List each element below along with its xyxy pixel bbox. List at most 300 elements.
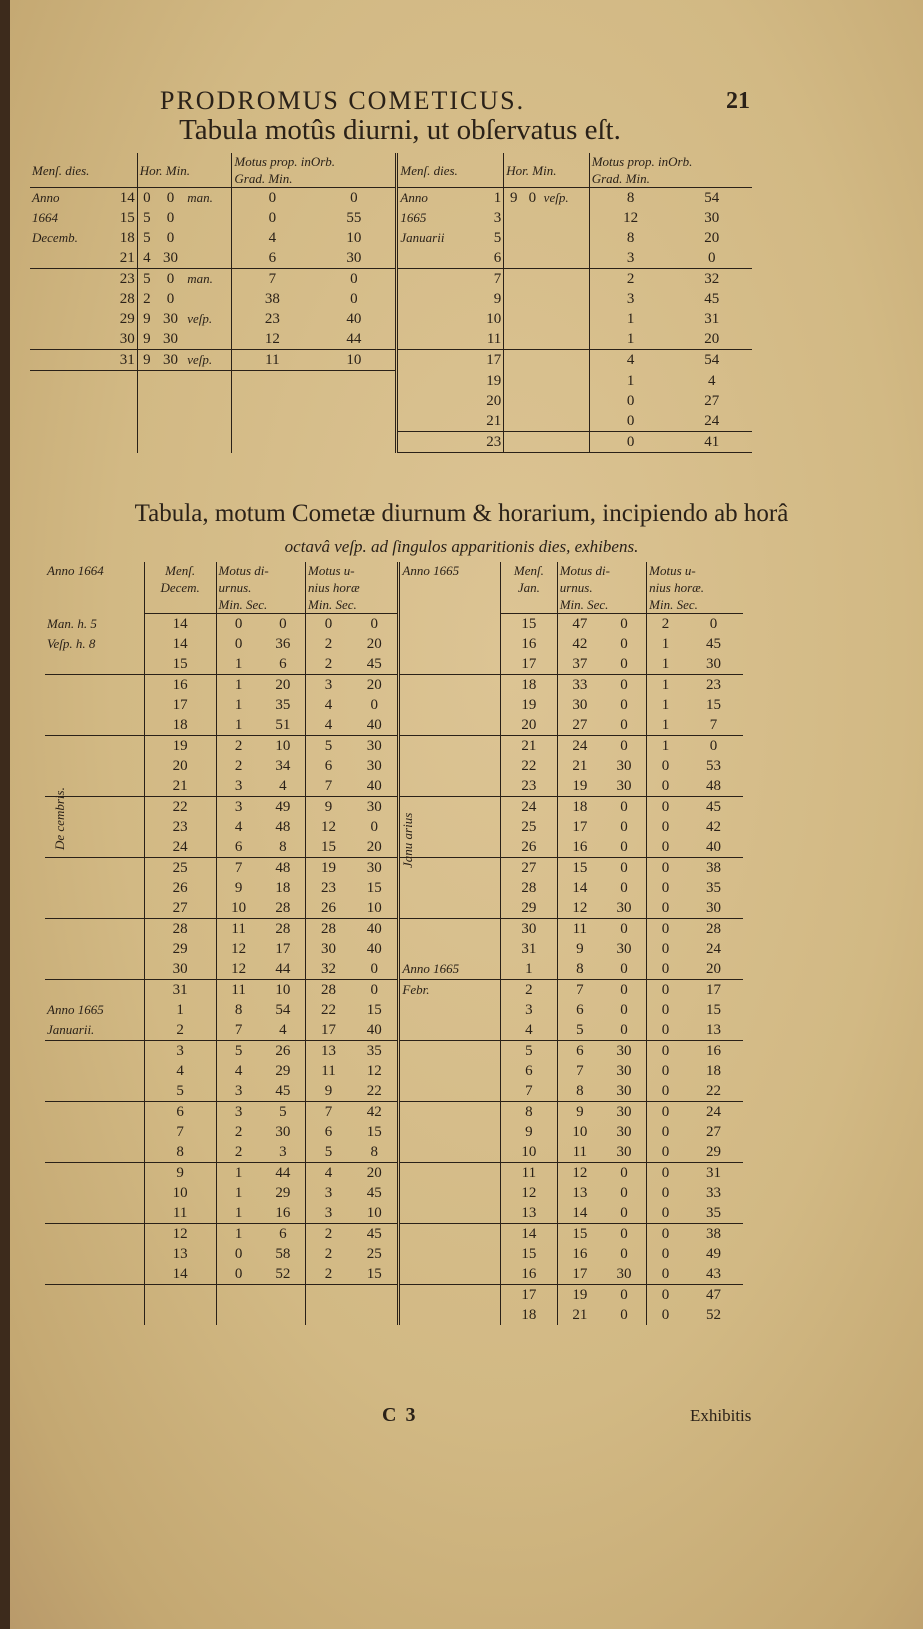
hourly-min-cell: 7	[306, 1102, 352, 1123]
hourly-min-cell: 4	[306, 1163, 352, 1184]
row-label: Man. h. 5	[47, 615, 97, 631]
degree-minute-cell: 30	[312, 248, 397, 269]
degree-cell: 4	[232, 228, 312, 248]
hourly-min-cell: 12	[306, 817, 352, 837]
row-label-right	[399, 654, 501, 675]
row-label: Veſp. h. 8	[47, 636, 96, 651]
hourly-sec-cell-right: 24	[705, 941, 721, 957]
januarius-vertical-label: Janu arius	[400, 812, 415, 868]
hourly-sec-cell-right: 49	[705, 1246, 721, 1262]
diurnal-min-cell: 7	[216, 858, 261, 879]
hourly-sec-cell: 20	[366, 636, 382, 652]
row-label-right	[397, 411, 474, 432]
header-mens-right2: Jan.	[501, 579, 558, 596]
hourly-min-cell: 6	[306, 756, 352, 776]
diurnal-sec-cell-right: 30	[602, 776, 647, 797]
time-of-day-cell-right	[542, 208, 590, 228]
degree-cell: 23	[232, 309, 312, 329]
hourly-min-cell-right: 1	[647, 634, 684, 654]
hourly-sec-cell-right: 27	[705, 1124, 721, 1140]
time-of-day-cell	[185, 411, 232, 432]
diurnal-min-cell-right: 8	[557, 1081, 602, 1102]
header-grad-min-right: Grad. Min.	[591, 171, 650, 186]
hourly-min-cell: 2	[306, 634, 352, 654]
header-motus	[232, 153, 397, 188]
minute-cell: 0	[166, 210, 175, 226]
diurnal-min-cell-right: 19	[557, 776, 602, 797]
diurnal-sec-cell-right: 0	[620, 982, 628, 998]
row-label-right	[397, 289, 474, 309]
diurnal-min-cell-right: 7	[557, 980, 602, 1001]
diurnal-sec-cell: 18	[275, 880, 291, 896]
hourly-sec-cell	[351, 1305, 399, 1325]
table-row	[30, 208, 752, 228]
hourly-min-cell: 2	[306, 1264, 352, 1285]
hourly-min-cell: 4	[306, 715, 352, 736]
hourly-min-cell-right: 0	[647, 797, 684, 818]
row-label-right	[399, 1081, 501, 1102]
day-cell: 2	[144, 1020, 216, 1041]
degree-cell-right: 1	[589, 329, 671, 350]
degree-minute-cell-right: 54	[704, 190, 720, 206]
day-cell-right: 30	[501, 919, 558, 940]
hourly-sec-cell: 12	[366, 1063, 382, 1079]
minute-cell-right	[523, 350, 542, 371]
hourly-min-cell: 22	[306, 1000, 352, 1020]
diurnal-sec-cell: 54	[275, 1002, 291, 1018]
day-cell-right: 31	[501, 939, 558, 959]
header-minsec-left2: Min. Sec.	[306, 596, 399, 614]
hour-cell	[137, 432, 156, 453]
table1-title: Tabula motûs diurni, ut obſervatus eſt.	[179, 114, 621, 146]
diurnal-min-cell-right: 9	[557, 939, 602, 959]
hourly-sec-cell: 8	[351, 1142, 399, 1163]
row-label-right	[399, 675, 501, 696]
day-cell-right: 10	[486, 311, 502, 327]
table-row	[45, 1041, 743, 1062]
hourly-min-cell-right: 1	[647, 675, 684, 696]
row-label	[45, 695, 144, 715]
row-label	[45, 1264, 144, 1285]
row-label	[45, 715, 144, 736]
time-of-day-cell	[185, 329, 232, 350]
day-cell-right: 6	[501, 1061, 558, 1081]
table-row	[30, 309, 752, 329]
diurnal-sec-cell: 45	[261, 1081, 306, 1102]
hourly-sec-cell: 40	[351, 1020, 399, 1041]
diurnal-sec-cell: 44	[261, 959, 306, 980]
hourly-min-cell-right: 0	[647, 939, 684, 959]
degree-cell-right: 0	[589, 391, 671, 411]
time-of-day-cell	[185, 432, 232, 453]
row-label-right	[397, 269, 474, 290]
table-row	[45, 858, 743, 879]
minute-cell	[156, 432, 185, 453]
binding-edge	[0, 0, 10, 1629]
hourly-sec-cell-right: 28	[705, 921, 721, 937]
diurnal-sec-cell-right: 0	[602, 837, 647, 858]
header-hor-min: Hor. Min.	[137, 153, 232, 188]
header-mh-left2: nius horæ	[306, 579, 399, 596]
diurnal-sec-cell: 35	[275, 697, 291, 713]
hourly-sec-cell: 30	[366, 738, 382, 754]
hourly-sec-cell: 0	[351, 959, 399, 980]
diurnal-min-cell-right: 37	[557, 654, 602, 675]
header-mens-right1: Menſ.	[501, 562, 558, 579]
hourly-sec-cell: 40	[366, 941, 382, 957]
hourly-sec-cell-right: 30	[684, 898, 743, 919]
hour-cell: 4	[137, 248, 156, 269]
day-cell-right: 11	[501, 1163, 558, 1184]
table-row	[30, 371, 752, 392]
header-mh-left1: Motus u-	[306, 562, 399, 579]
row-label	[45, 1203, 144, 1224]
day-cell-right: 8	[501, 1102, 558, 1123]
diurnal-min-cell-right: 8	[557, 959, 602, 980]
minute-cell-right	[523, 329, 542, 350]
day-cell-right: 29	[501, 898, 558, 919]
diurnal-sec-cell-right: 0	[602, 1020, 647, 1041]
diurnal-sec-cell-right: 0	[620, 616, 628, 632]
diurnal-min-cell-right: 12	[557, 898, 602, 919]
hour-cell-right	[504, 391, 523, 411]
diurnal-sec-cell: 44	[275, 1165, 291, 1181]
hour-cell: 5	[137, 228, 156, 248]
day-cell: 18	[144, 715, 216, 736]
hourly-min-cell: 2	[306, 1224, 352, 1245]
table-row	[45, 1081, 743, 1102]
table1-header-row	[30, 153, 752, 188]
time-of-day-cell	[185, 371, 232, 392]
day-cell-right: 5	[493, 230, 502, 246]
minute-cell-right	[523, 248, 542, 269]
hourly-min-cell: 11	[306, 1061, 352, 1081]
diurnal-sec-cell	[261, 1305, 306, 1325]
degree-minute-cell-right: 24	[672, 411, 752, 432]
diurnal-min-cell-right: 14	[557, 878, 602, 898]
hourly-min-cell: 0	[306, 614, 352, 635]
hourly-min-cell: 9	[306, 797, 352, 818]
diurnal-sec-cell: 4	[261, 1020, 306, 1041]
table-row	[45, 1203, 743, 1224]
hourly-sec-cell-right: 40	[684, 837, 743, 858]
hourly-min-cell-right: 0	[647, 1081, 684, 1102]
hourly-sec-cell: 30	[366, 758, 382, 774]
day-cell: 10	[144, 1183, 216, 1203]
time-of-day-cell: man.	[187, 190, 213, 205]
day-cell: 14	[119, 190, 135, 206]
day-cell-right: 3	[493, 210, 502, 226]
table2-title-line1: Tabula, motum Cometæ diurnum & horarium, incipiendo ab horâ	[134, 500, 789, 527]
day-cell-right: 3	[501, 1000, 558, 1020]
day-cell-right: 4	[501, 1020, 558, 1041]
hourly-sec-cell: 10	[351, 898, 399, 919]
diurnal-sec-cell: 20	[275, 677, 291, 693]
hourly-min-cell-right: 0	[647, 919, 684, 940]
diurnal-min-cell: 1	[216, 1163, 261, 1184]
table-row	[45, 736, 743, 757]
hour-cell	[137, 371, 156, 392]
hourly-min-cell	[306, 1305, 352, 1325]
degree-minute-cell	[312, 411, 397, 432]
hour-cell-right	[504, 309, 523, 329]
minute-cell: 30	[156, 329, 185, 350]
diurnal-min-cell: 1	[216, 1203, 261, 1224]
hourly-sec-cell: 40	[351, 715, 399, 736]
row-label-right	[399, 614, 501, 635]
hour-cell-right	[504, 248, 523, 269]
header-md-right1: Motus di-	[557, 562, 646, 579]
day-cell: 14	[144, 634, 216, 654]
day-cell: 9	[144, 1163, 216, 1184]
hourly-min-cell: 3	[306, 1183, 352, 1203]
row-label-right	[397, 329, 474, 350]
page-number: 21	[726, 88, 750, 114]
day-cell-right: 15	[501, 1244, 558, 1264]
hour-cell-right	[504, 432, 523, 453]
row-label	[45, 878, 144, 898]
hourly-min-cell-right: 0	[647, 1041, 684, 1062]
table-row	[45, 1224, 743, 1245]
hourly-sec-cell-right: 15	[705, 697, 721, 713]
degree-minute-cell-right: 45	[704, 291, 720, 307]
hour-cell: 9	[137, 309, 156, 329]
diurnal-min-cell: 2	[216, 736, 261, 757]
row-label	[30, 350, 107, 371]
row-label-right	[399, 736, 501, 757]
hourly-min-cell: 3	[306, 1203, 352, 1224]
hourly-min-cell-right: 0	[647, 1122, 684, 1142]
hourly-min-cell-right: 0	[647, 1305, 684, 1325]
hour-cell: 5	[137, 269, 156, 290]
hourly-sec-cell-right: 38	[705, 1226, 721, 1242]
header-mens-dies-right: Menſ. dies.	[397, 153, 504, 188]
header-mens-dies: Menſ. dies.	[30, 153, 137, 188]
hourly-sec-cell-right: 0	[709, 616, 718, 632]
time-of-day-cell-right	[542, 371, 590, 392]
degree-cell: 0	[232, 188, 312, 209]
degree-minute-cell	[312, 371, 397, 392]
diurnal-sec-cell: 58	[275, 1246, 291, 1262]
degree-cell: 0	[232, 208, 312, 228]
hourly-min-cell-right: 0	[647, 1061, 684, 1081]
header-mh-right1: Motus u-	[647, 562, 743, 579]
hourly-min-cell-right: 0	[647, 1203, 684, 1224]
diurnal-sec-cell: 29	[275, 1063, 291, 1079]
degree-cell-right: 1	[589, 371, 671, 392]
degree-cell: 6	[232, 248, 312, 269]
hourly-sec-cell-right: 43	[684, 1264, 743, 1285]
diurnal-min-cell: 5	[216, 1041, 261, 1062]
minute-cell: 30	[163, 311, 179, 327]
diurnal-sec-cell: 30	[275, 1124, 291, 1140]
hour-cell	[137, 391, 156, 411]
diurnal-sec-cell-right: 0	[602, 959, 647, 980]
minute-cell-right	[523, 411, 542, 432]
diurnal-min-cell: 10	[216, 898, 261, 919]
degree-minute-cell-right: 31	[704, 311, 720, 327]
day-cell-right: 27	[501, 858, 558, 879]
day-cell-right: 19	[501, 695, 558, 715]
day-cell: 1	[144, 1000, 216, 1020]
hourly-sec-cell-right: 23	[705, 677, 721, 693]
time-of-day-cell	[185, 248, 232, 269]
degree-cell-right: 3	[589, 289, 671, 309]
row-label-right	[399, 1244, 501, 1264]
hourly-sec-cell-right: 7	[684, 715, 743, 736]
hourly-sec-cell-right: 15	[705, 1002, 721, 1018]
time-of-day-cell-right	[542, 289, 590, 309]
row-label-right	[397, 248, 474, 269]
hourly-min-cell-right: 0	[647, 1163, 684, 1184]
row-label-right: Febr.	[399, 980, 501, 1001]
hourly-sec-cell: 15	[366, 880, 382, 896]
diurnal-sec-cell: 48	[275, 819, 291, 835]
day-cell: 31	[107, 350, 137, 371]
row-label-right	[399, 1224, 501, 1245]
table-row	[45, 817, 743, 837]
day-cell: 29	[119, 311, 135, 327]
diurnal-min-cell: 2	[216, 756, 261, 776]
minute-cell-right	[523, 208, 542, 228]
diurnal-sec-cell: 48	[275, 860, 291, 876]
time-of-day-cell: man.	[187, 271, 213, 286]
degree-minute-cell-right: 4	[708, 372, 716, 389]
table-row	[45, 837, 743, 858]
row-label-right	[399, 1102, 501, 1123]
hourly-sec-cell: 25	[366, 1246, 382, 1262]
table-row	[30, 188, 752, 209]
row-label-right	[399, 1203, 501, 1224]
hourly-sec-cell: 20	[351, 837, 399, 858]
degree-cell	[232, 432, 312, 453]
row-label: Januarii.	[45, 1020, 144, 1041]
day-cell-right: 11	[474, 329, 504, 350]
diurnal-sec-cell-right: 30	[616, 758, 632, 774]
degree-minute-cell: 40	[346, 311, 362, 327]
minute-cell-right	[523, 289, 542, 309]
degree-minute-cell: 55	[346, 210, 362, 226]
minute-cell	[156, 411, 185, 432]
header-motus-line1: Motus prop. inOrb.	[234, 154, 336, 169]
row-label-right	[399, 695, 501, 715]
day-cell	[107, 411, 137, 432]
diurnal-sec-cell: 26	[275, 1043, 291, 1059]
day-cell: 23	[144, 817, 216, 837]
diurnal-min-cell: 4	[216, 817, 261, 837]
diurnal-sec-cell-right: 0	[620, 860, 628, 876]
table-row	[45, 959, 743, 980]
diurnal-min-cell-right: 42	[557, 634, 602, 654]
day-cell: 15	[144, 654, 216, 675]
header-motus-right	[589, 153, 752, 188]
catchword: Exhibitis	[690, 1406, 752, 1425]
row-label	[45, 1102, 144, 1123]
table-row	[45, 1305, 743, 1325]
diurnal-sec-cell-right: 0	[602, 1203, 647, 1224]
hourly-min-cell: 28	[306, 980, 352, 1001]
day-cell: 16	[144, 675, 216, 696]
diurnal-min-cell-right: 16	[557, 1244, 602, 1264]
hourly-min-cell-right: 0	[647, 1244, 684, 1264]
row-label	[30, 329, 107, 350]
minute-cell-right	[523, 309, 542, 329]
degree-minute-cell: 10	[346, 230, 362, 246]
diurnal-sec-cell-right: 0	[620, 1246, 628, 1262]
hourly-min-cell-right: 0	[647, 1000, 684, 1020]
row-label	[45, 858, 144, 879]
daily-motion-table	[30, 153, 752, 453]
minute-cell-right	[523, 371, 542, 392]
diurnal-min-cell-right: 17	[557, 817, 602, 837]
diurnal-min-cell: 2	[216, 1122, 261, 1142]
diurnal-min-cell: 9	[216, 878, 261, 898]
day-cell-right: 2	[501, 980, 558, 1001]
day-cell: 6	[144, 1102, 216, 1123]
row-label	[30, 371, 107, 392]
hourly-sec-cell-right: 22	[684, 1081, 743, 1102]
hour-cell-right	[504, 289, 523, 309]
day-cell: 26	[144, 878, 216, 898]
diurnal-sec-cell: 16	[261, 1203, 306, 1224]
day-cell	[107, 391, 137, 411]
table-row	[45, 898, 743, 919]
diurnal-sec-cell: 6	[279, 1226, 287, 1242]
degree-minute-cell-right: 0	[672, 248, 752, 269]
table-row	[45, 1244, 743, 1264]
hourly-sec-cell: 0	[370, 616, 378, 632]
row-label	[45, 675, 144, 696]
day-cell: 28	[144, 919, 216, 940]
table-row	[45, 634, 743, 654]
hour-cell-right	[504, 371, 523, 392]
row-label-right: 1665	[397, 208, 474, 228]
degree-cell: 12	[232, 329, 312, 350]
hourly-min-cell-right: 0	[647, 1102, 684, 1123]
diurnal-min-cell-right: 11	[557, 1142, 602, 1163]
diurnal-sec-cell: 34	[275, 758, 291, 774]
row-label: Anno	[32, 190, 60, 205]
hourly-sec-cell	[351, 1285, 399, 1306]
row-label	[30, 289, 107, 309]
diurnal-min-cell-right: 27	[557, 715, 602, 736]
diurnal-min-cell-right: 6	[557, 1000, 602, 1020]
hourly-sec-cell: 40	[366, 921, 382, 937]
row-label-right	[399, 1041, 501, 1062]
hour-cell-right	[504, 329, 523, 350]
row-label	[45, 1163, 144, 1184]
time-of-day-cell-right	[542, 228, 590, 248]
hourly-sec-cell: 20	[366, 677, 382, 693]
table-row	[45, 756, 743, 776]
hourly-min-cell-right: 0	[647, 1264, 684, 1285]
day-cell-right: 9	[493, 291, 502, 307]
header-hor-min-right: Hor. Min.	[504, 153, 589, 188]
hourly-sec-cell: 42	[366, 1104, 382, 1120]
table-row	[45, 1183, 743, 1203]
time-of-day-cell-right: veſp.	[543, 190, 569, 205]
table2-header-row3	[45, 596, 743, 614]
table-row	[30, 329, 752, 350]
day-cell-right: 6	[474, 248, 504, 269]
diurnal-sec-cell-right: 0	[602, 654, 647, 675]
row-label	[30, 411, 107, 432]
diurnal-sec-cell-right: 0	[620, 1002, 628, 1018]
degree-minute-cell: 0	[350, 291, 358, 307]
diurnal-min-cell-right: 10	[557, 1122, 602, 1142]
hourly-sec-cell: 45	[366, 1185, 382, 1201]
day-cell-right: 1	[493, 190, 502, 206]
